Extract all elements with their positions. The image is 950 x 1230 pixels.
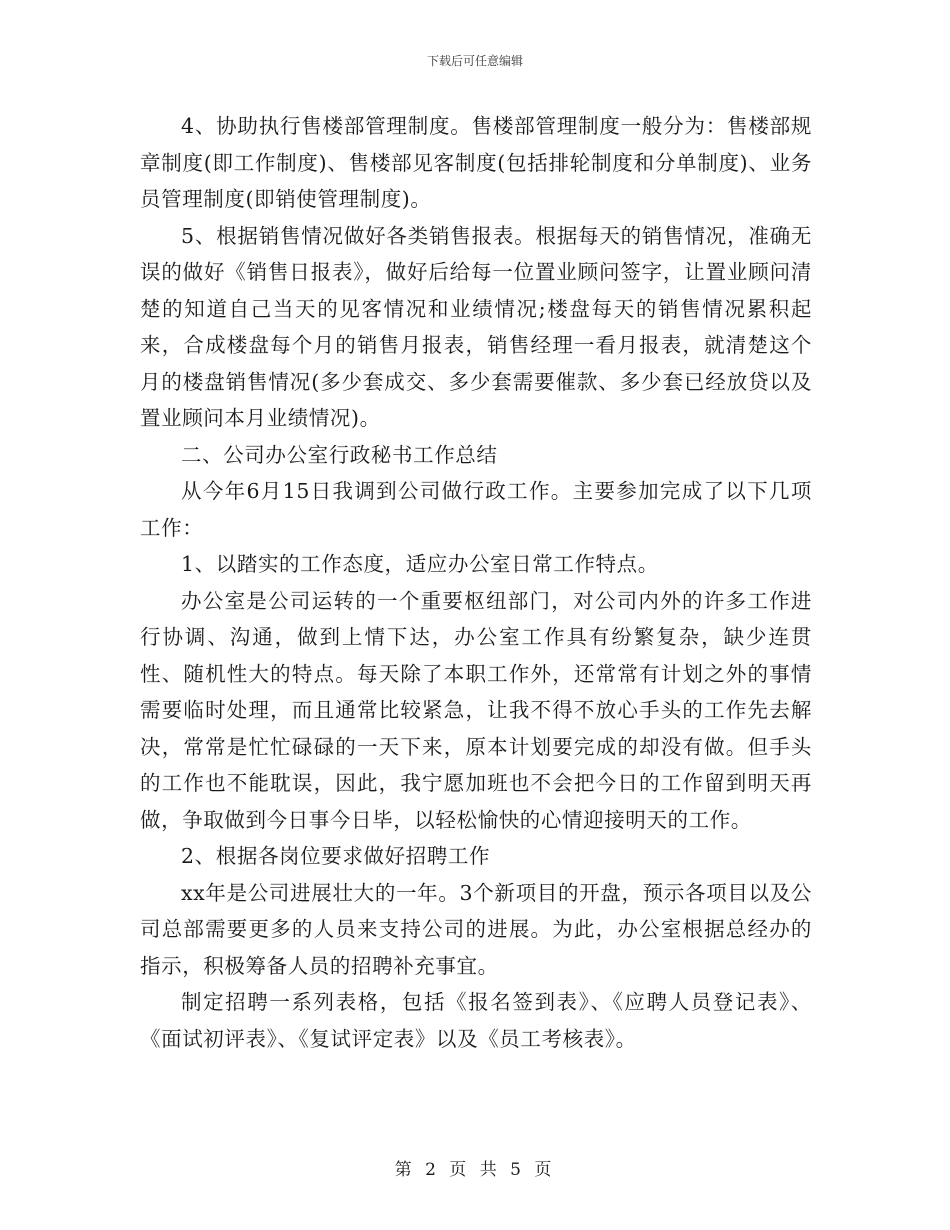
subheading-2: 2、根据各岗位要求做好招聘工作 [181, 844, 491, 868]
paragraph-intro: 从今年6月15日我调到公司做行政工作。主要参加完成了以下几项工作： [140, 479, 812, 540]
paragraph-item-4: 4、协助执行售楼部管理制度。售楼部管理制度一般分为：售楼部规章制度(即工作制度)、售楼部见客制度(包括排轮制度和分单制度)、业务员管理制度(即销使管理制度)。 [140, 114, 812, 211]
subheading-1: 1、以踏实的工作态度，适应办公室日常工作特点。 [181, 552, 659, 576]
section-heading: 二、公司办公室行政秘书工作总结 [181, 442, 498, 467]
paragraph-office: 办公室是公司运转的一个重要枢纽部门，对公司内外的许多工作进行协调、沟通，做到上情下达，办公室工作具有纷繁复杂，缺少连贯性、随机性大的特点。每天除了本职工作外，还常常有计划之外的事情需要临时处理，而且通常比较紧急，让我不得不放心手头的工作先去解决，常常是忙忙碌碌的一天下来，原本计划要完成的却没有做。但手头的工作也不能耽误，因此，我宁愿加班也不会把今日的工作留到明天再做，争取做到今日事今日毕，以轻松愉快的心情迎接明天的工作。 [140, 588, 812, 832]
document-body [140, 108, 812, 1057]
paragraph-recruitment: xx年是公司进展壮大的一年。3个新项目的开盘，预示各项目以及公司总部需要更多的人员来支持公司的进展。为此，办公室根据总经办的指示，积极筹备人员的招聘补充事宜。 [140, 880, 812, 978]
page-footer: 第 2 页 共 5 页 [394, 1160, 556, 1180]
paragraph-forms: 制定招聘一系列表格，包括《报名签到表》、《应聘人员登记表》、《面试初评表》、《复试评定表》以及《员工考核表》。 [140, 990, 812, 1051]
paragraph-item-5: 5、根据销售情况做好各类销售报表。根据每天的销售情况，准确无误的做好《销售日报表》，做好后给每一位置业顾问签字，让置业顾问清楚的知道自己当天的见客情况和业绩情况;楼盘每天的销售情况累积起来，合成楼盘每个月的销售月报表，销售经理一看月报表，就清楚这个月的楼盘销售情况(多少套成交、多少套需要催款、多少套已经放贷以及置业顾问本月业绩情况)。 [140, 223, 812, 430]
page-header: 下载后可任意编辑 [426, 54, 523, 68]
